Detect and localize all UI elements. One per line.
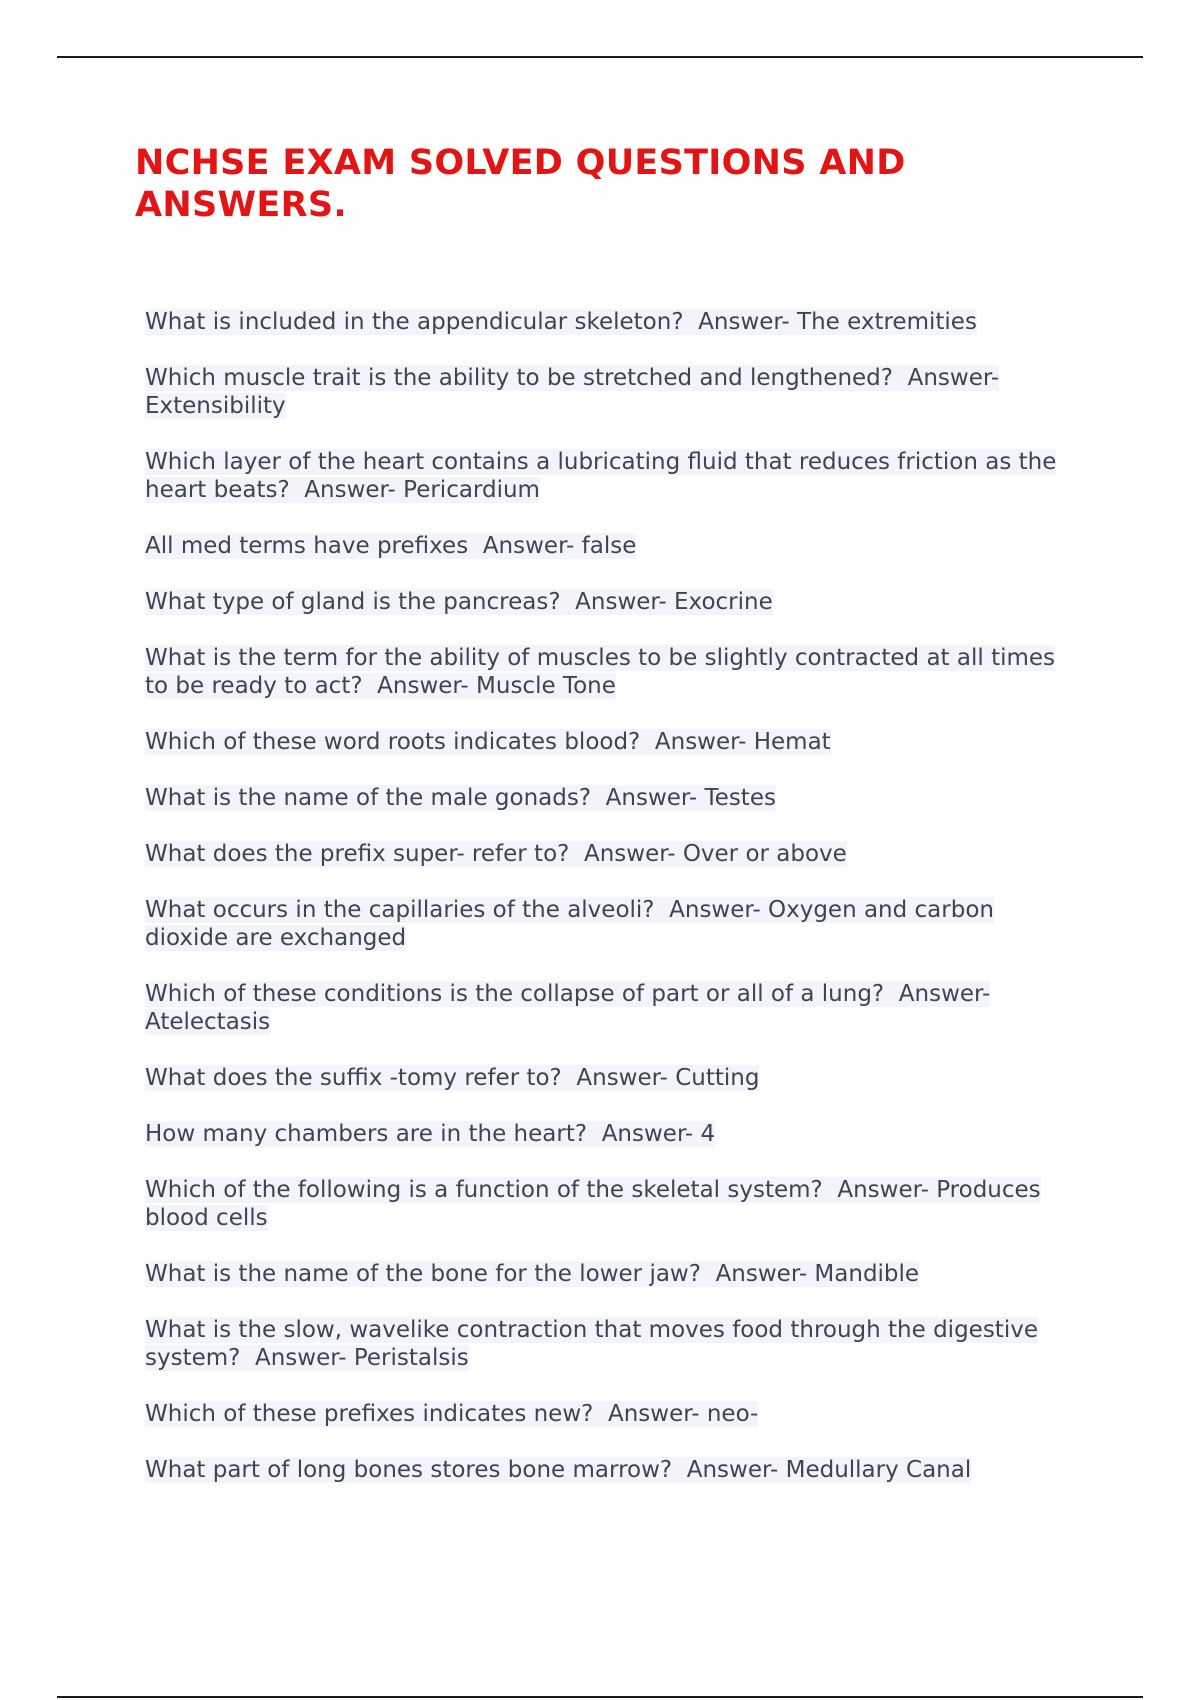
question-text: How many chambers are in the heart?	[145, 1121, 588, 1147]
question-text: Which of these prefixes indicates new?	[145, 1401, 594, 1427]
document-title: NCHSE EXAM SOLVED QUESTIONS AND ANSWERS.	[135, 143, 906, 225]
qa-item	[145, 308, 1080, 336]
question-text: What is the slow, wavelike contraction that moves food through the digestive system?	[145, 1317, 1038, 1371]
question-text: What is the name of the bone for the lower jaw?	[145, 1261, 701, 1287]
qa-item	[145, 1456, 1080, 1484]
question-text: What type of gland is the pancreas?	[145, 589, 561, 615]
answer-text: Answer- Pericardium	[304, 477, 540, 503]
qa-item	[145, 784, 1080, 812]
qa-item	[145, 448, 1080, 504]
answer-text: Answer- Atelectasis	[145, 981, 991, 1035]
answer-text: Answer- 4	[601, 1121, 716, 1147]
answer-text: Answer- Testes	[605, 785, 776, 811]
question-text: All med terms have prefixes	[145, 533, 469, 559]
qa-list	[145, 308, 1080, 1484]
qa-item	[145, 1176, 1080, 1232]
qa-item	[145, 1120, 1080, 1148]
question-text: Which of the following is a function of the skeletal system?	[145, 1177, 823, 1203]
question-text: What is the name of the male gonads?	[145, 785, 592, 811]
footer-rule	[57, 1696, 1143, 1698]
qa-item	[145, 1064, 1080, 1092]
answer-text: Answer- Oxygen and carbon dioxide are exchanged	[145, 897, 994, 951]
question-text: What part of long bones stores bone marrow?	[145, 1457, 673, 1483]
qa-item	[145, 1260, 1080, 1288]
question-text: What does the prefix super- refer to?	[145, 841, 570, 867]
question-text: Which muscle trait is the ability to be stretched and lengthened?	[145, 365, 893, 391]
question-text: What is included in the appendicular skeleton?	[145, 309, 684, 335]
answer-text: Answer- Exocrine	[575, 589, 773, 615]
qa-item	[145, 364, 1080, 420]
qa-item	[145, 532, 1080, 560]
question-text: What is the term for the ability of muscles to be slightly contracted at all times to be ready to act?	[145, 645, 1056, 699]
qa-item	[145, 1316, 1080, 1372]
answer-text: Answer- Produces blood cells	[145, 1177, 1041, 1231]
question-text: What occurs in the capillaries of the alveoli?	[145, 897, 655, 923]
qa-item	[145, 1400, 1080, 1428]
question-text: What does the suffix -tomy refer to?	[145, 1065, 562, 1091]
question-text: Which of these word roots indicates blood?	[145, 729, 641, 755]
qa-item	[145, 896, 1080, 952]
answer-text: Answer- false	[482, 533, 637, 559]
answer-text: Answer- Over or above	[583, 841, 847, 867]
answer-text: Answer- Extensibility	[145, 365, 1000, 419]
answer-text: Answer- Peristalsis	[254, 1345, 469, 1371]
header-rule	[57, 56, 1143, 58]
answer-text: Answer- Medullary Canal	[686, 1457, 972, 1483]
qa-item	[145, 588, 1080, 616]
answer-text: Answer- The extremities	[698, 309, 977, 335]
qa-item	[145, 980, 1080, 1036]
answer-text: Answer- Muscle Tone	[377, 673, 616, 699]
answer-text: Answer- Hemat	[654, 729, 831, 755]
qa-item	[145, 644, 1080, 700]
answer-text: Answer- Cutting	[576, 1065, 760, 1091]
answer-text: Answer- Mandible	[715, 1261, 920, 1287]
question-text: Which layer of the heart contains a lubricating fluid that reduces friction as the heart beats?	[145, 449, 1057, 503]
answer-text: Answer- neo-	[607, 1401, 759, 1427]
qa-item	[145, 840, 1080, 868]
qa-item	[145, 728, 1080, 756]
question-text: Which of these conditions is the collapse of part or all of a lung?	[145, 981, 885, 1007]
